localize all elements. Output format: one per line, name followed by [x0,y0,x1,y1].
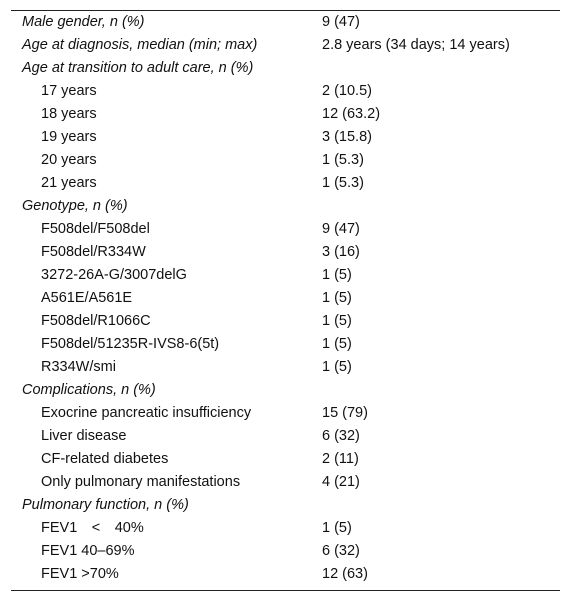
table-section-row [11,379,560,402]
row-value: 2 (11) [322,451,359,467]
row-heading: Genotype, n (%) [22,198,128,214]
row-heading: Age at diagnosis, median (min; max) [22,37,258,53]
row-value: 3 (16) [322,244,360,260]
table-row [11,517,560,540]
row-label: CF-related diabetes [41,451,169,467]
row-value: 9 (47) [322,14,360,30]
table-row [11,172,560,195]
row-value: 1 (5) [322,313,352,329]
row-value: 6 (32) [322,543,360,559]
row-label: 17 years [41,83,97,99]
row-label: FEV1 40–69% [41,543,135,559]
row-value: 15 (79) [322,405,368,421]
row-value: 1 (5.3) [322,152,364,168]
table-row [11,264,560,287]
table-row [11,149,560,172]
row-label: R334W/smi [41,359,116,375]
row-label: FEV1 < 40% [41,520,144,536]
row-value: 3 (15.8) [322,129,372,145]
row-value: 12 (63) [322,566,368,582]
row-value: 1 (5) [322,336,352,352]
table-row [11,563,560,586]
table-section-row [11,195,560,218]
table-section-row [11,34,560,57]
row-label: Only pulmonary manifestations [41,474,241,490]
row-label: 3272-26A-G/3007delG [41,267,187,283]
row-label: Exocrine pancreatic insufficiency [41,405,252,421]
table-row [11,287,560,310]
table-section-row [11,57,560,80]
row-value: 2 (10.5) [322,83,372,99]
row-label: F508del/R1066C [41,313,151,329]
row-value: 1 (5.3) [322,175,364,191]
row-heading: Male gender, n (%) [22,14,145,30]
row-label: FEV1 >70% [41,566,119,582]
row-label: F508del/51235R-IVS8-6(5t) [41,336,220,352]
table-row [11,356,560,379]
table-row [11,310,560,333]
row-label: 20 years [41,152,97,168]
row-label: 18 years [41,106,97,122]
table-row [11,448,560,471]
row-value: 6 (32) [322,428,360,444]
row-value: 2.8 years (34 days; 14 years) [322,37,510,53]
row-heading: Age at transition to adult care, n (%) [22,60,254,76]
table-row [11,425,560,448]
row-label: Liver disease [41,428,127,444]
row-label: A561E/A561E [41,290,133,306]
table-row [11,402,560,425]
table-row [11,126,560,149]
table-row [11,333,560,356]
table-bottom-rule [11,590,560,591]
table-row [11,80,560,103]
patient-characteristics-table [11,10,560,591]
table-row [11,103,560,126]
row-value: 1 (5) [322,520,352,536]
row-value: 12 (63.2) [322,106,381,122]
row-label: 19 years [41,129,97,145]
row-label: F508del/F508del [41,221,150,237]
row-value: 9 (47) [322,221,360,237]
row-label: 21 years [41,175,97,191]
table-body [11,11,560,586]
row-value: 4 (21) [322,474,360,490]
row-value: 1 (5) [322,267,352,283]
table-section-row [11,11,560,34]
table-row [11,218,560,241]
row-value: 1 (5) [322,290,352,306]
row-value: 1 (5) [322,359,352,375]
row-heading: Pulmonary function, n (%) [22,497,189,513]
row-heading: Complications, n (%) [22,382,156,398]
row-label: F508del/R334W [41,244,146,260]
table-section-row [11,494,560,517]
table-row [11,471,560,494]
table-row [11,241,560,264]
table-row [11,540,560,563]
